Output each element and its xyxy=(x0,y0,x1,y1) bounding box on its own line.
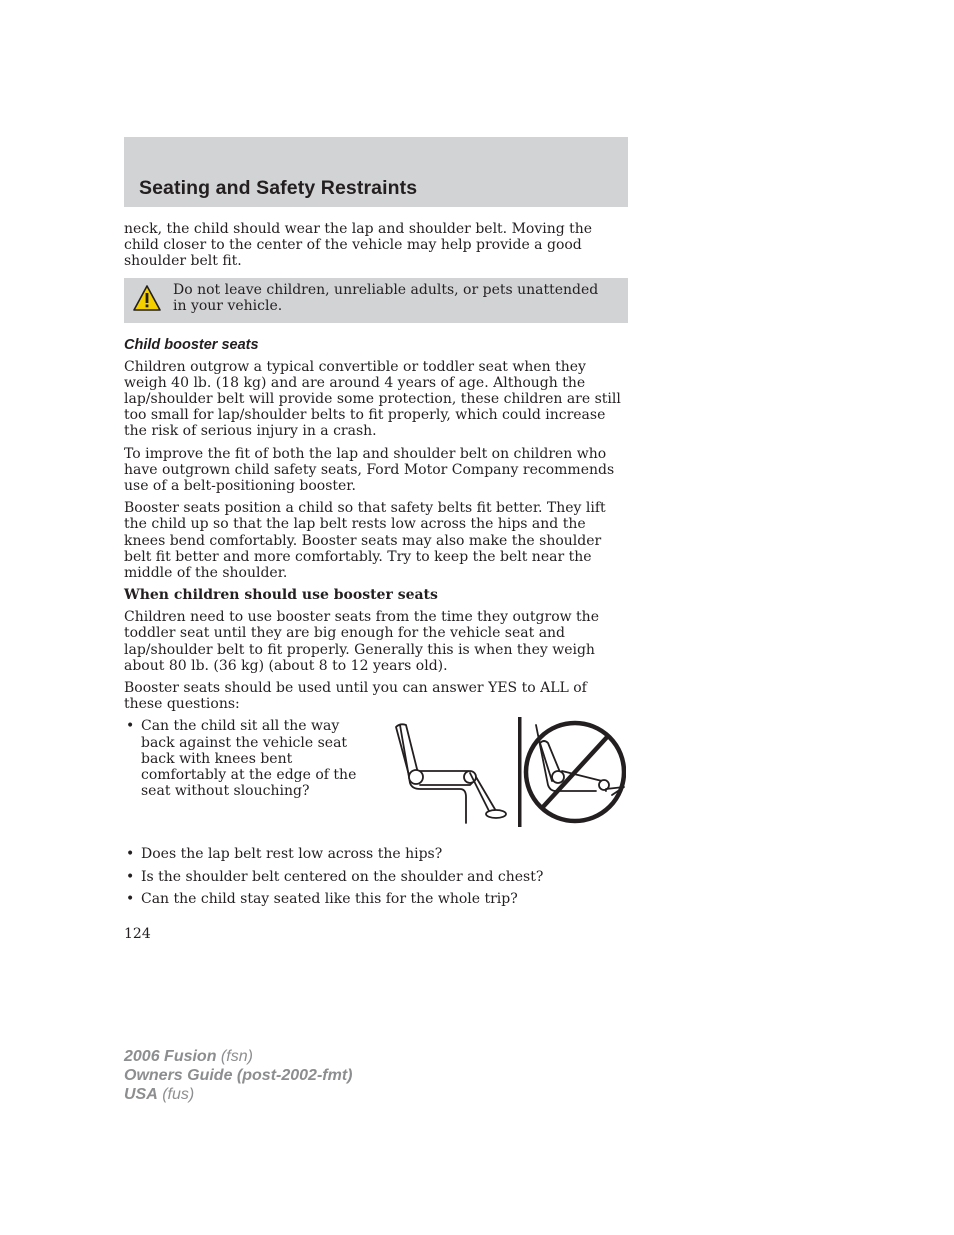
subsection-title: Child booster seats xyxy=(124,336,259,353)
document-footer xyxy=(124,1047,352,1104)
footer-line-2: Owners Guide (post-2002-fmt) xyxy=(124,1067,353,1084)
bullet-dot: • xyxy=(126,718,135,735)
page-content xyxy=(124,221,628,913)
paragraph: Booster seats position a child so that safety belts fit better. They lift the child up so that the lap belt rests low across the hips and the knees bend comfortably. Booster seats may also make the shoulder belt fit better and more comfortably. Try to keep the belt near the middle of the shoulder. xyxy=(124,500,606,582)
bullet-text: Can the child sit all the way back against the vehicle seat back with knees bent comfortably at the edge of the seat without slouching? xyxy=(141,718,357,800)
footer-line-1: 2006 Fusion (fsn) xyxy=(124,1048,253,1065)
footer-line-3: USA (fus) xyxy=(124,1086,195,1103)
booster-seat-illustration xyxy=(390,715,626,834)
paragraph: To improve the fit of both the lap and shoulder belt on children who have outgrown child safety seats, Ford Motor Company recommends use of a belt-positioning booster. xyxy=(124,445,615,495)
warning-triangle-icon xyxy=(132,284,162,316)
seating-posture-figure xyxy=(390,715,626,830)
question-list xyxy=(124,846,628,907)
paragraph: Children outgrow a typical convertible or toddler seat when they weigh 40 lb. (18 kg) and are around 4 years of age. Although the lap/shoulder belt will provide some protection, these children are still too small for lap/shoulder belts to fit properly, which could increase the risk of serious injury in a crash. xyxy=(124,358,621,440)
section-title: Seating and Safety Restraints xyxy=(139,177,418,199)
subheading: When children should use booster seats xyxy=(124,587,438,604)
list-item: • Does the lap belt rest low across the hips? xyxy=(124,846,628,862)
bullet-with-figure xyxy=(124,718,628,846)
paragraph: Booster seats should be used until you can answer YES to ALL of these questions: xyxy=(124,680,587,713)
page-number: 124 xyxy=(124,926,151,942)
list-item: • Can the child stay seated like this for the whole trip? xyxy=(124,891,628,907)
section-header xyxy=(124,137,628,207)
paragraph: Children need to use booster seats from the time they outgrow the toddler seat until they are big enough for the vehicle seat and lap/shoulder belt to fit properly. Generally this is when they weigh about 80 lb. (36 kg) (about 8 to 12 years old). xyxy=(124,609,599,674)
warning-text: Do not leave children, unreliable adults, or pets unattended in your vehicle. xyxy=(173,281,599,314)
intro-paragraph: neck, the child should wear the lap and shoulder belt. Moving the child closer to the center of the vehicle may help provide a good shoulder belt fit. xyxy=(124,221,593,270)
warning-box xyxy=(124,278,628,323)
list-item: • Is the shoulder belt centered on the shoulder and chest? xyxy=(124,869,628,885)
